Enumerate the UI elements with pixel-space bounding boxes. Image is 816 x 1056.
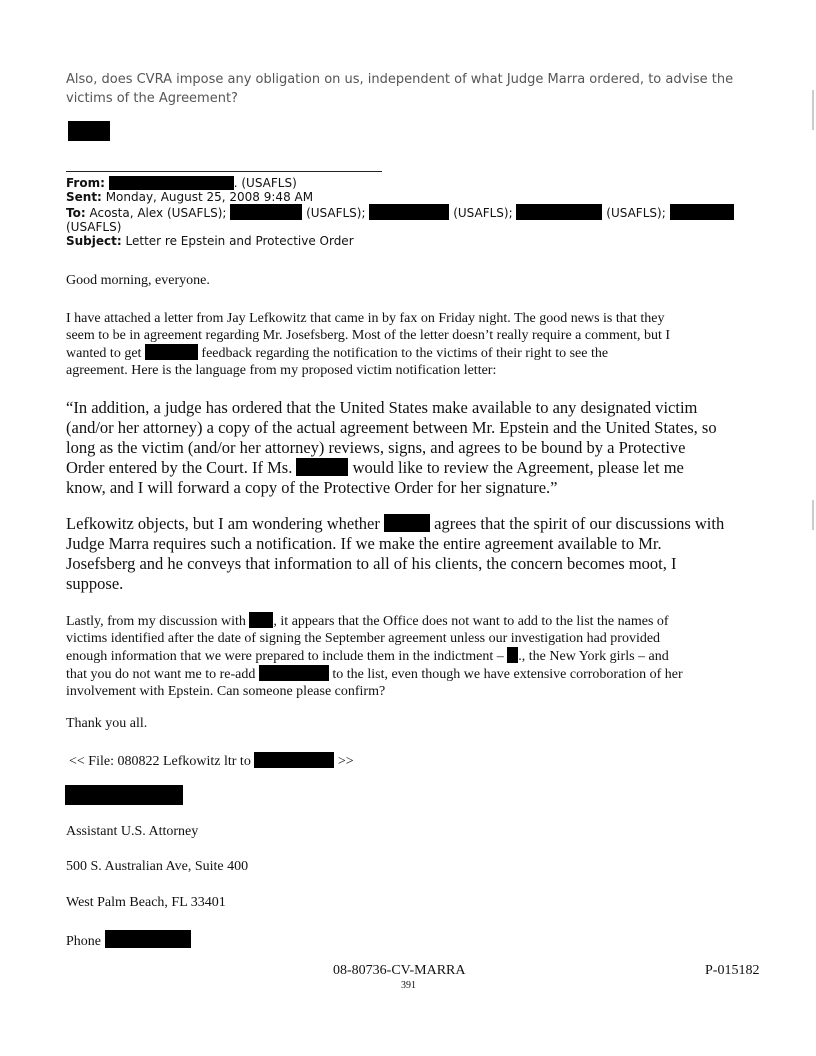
opening-question: Also, does CVRA impose any obligation on us, independent of what Judge Marra ordered, to advise the victims of the Agreement?	[66, 72, 734, 106]
redacted-sender	[109, 176, 234, 190]
redacted-name	[507, 647, 518, 663]
redacted-block	[68, 121, 110, 141]
phone-label: Phone	[66, 934, 101, 949]
attachment-line	[69, 752, 354, 770]
from-label: From:	[66, 176, 105, 190]
redacted-name	[384, 514, 430, 532]
paragraph-line: suppose.	[66, 574, 124, 593]
quote-line: (and/or her attorney) a copy of the actual agreement between Mr. Epstein and the United States, so	[66, 418, 717, 437]
text-fragment: would like to review the Agreement, please let me	[352, 458, 684, 477]
signature-address-2: West Palm Beach, FL 33401	[66, 895, 226, 910]
signature-address-1: 500 S. Australian Ave, Suite 400	[66, 859, 249, 874]
text-fragment: wanted to get	[66, 346, 142, 361]
bates-number: P-015182	[705, 963, 760, 978]
subject-label: Subject:	[66, 234, 122, 248]
paragraph-intro	[66, 310, 766, 379]
scan-artifact	[812, 500, 814, 530]
paragraph-objection	[66, 514, 776, 594]
to-line	[66, 204, 766, 220]
paragraph-line	[66, 612, 786, 630]
text-fragment: Order entered by the Court. If Ms.	[66, 458, 293, 477]
text-fragment: , it appears that the Office does not want to add to the list the names of	[273, 614, 669, 629]
signature-title: Assistant U.S. Attorney	[66, 824, 199, 839]
redacted-recipient	[369, 204, 449, 220]
quote-line: know, and I will forward a copy of the Protective Order for her signature.”	[66, 478, 558, 497]
paragraph-line: agreement. Here is the language from my proposed victim notification letter:	[66, 363, 497, 378]
from-line	[66, 176, 766, 190]
subject-line	[66, 234, 766, 248]
attachment-filename: << File: 080822 Lefkowitz ltr to	[69, 754, 251, 769]
quoted-notification	[66, 398, 776, 498]
signature-phone	[66, 930, 191, 950]
subject-value: Letter re Epstein and Protective Order	[125, 234, 354, 248]
paragraph-line: seem to be in agreement regarding Mr. Josefsberg. Most of the letter doesn’t really require a comment, but I	[66, 328, 671, 343]
scan-artifact	[812, 90, 814, 130]
header-divider	[66, 171, 382, 172]
redacted-name	[259, 665, 329, 681]
redacted-recipient	[230, 204, 302, 220]
redacted-recipient	[516, 204, 602, 220]
quote-line: “In addition, a judge has ordered that the United States make available to any designated victim	[66, 398, 698, 417]
redacted-recipient	[670, 204, 734, 220]
to-first-recipient: Acosta, Alex (USAFLS);	[89, 206, 227, 220]
from-suffix: . (USAFLS)	[233, 176, 297, 190]
page-number: 391	[401, 980, 416, 991]
redacted-name	[249, 612, 273, 628]
to-label: To:	[66, 206, 86, 220]
text-fragment: agrees that the spirit of our discussions with	[434, 514, 725, 533]
quote-line: long as the victim (and/or her attorney) reviews, signs, and agrees to be bound by a Protective	[66, 438, 686, 457]
text-fragment: to the list, even though we have extensive corroboration of her	[332, 667, 683, 682]
paragraph-line	[66, 514, 776, 534]
sent-line	[66, 190, 766, 204]
text-fragment: ., the New York girls – and	[518, 649, 669, 664]
paragraph-line	[66, 665, 786, 683]
closing-thanks: Thank you all.	[66, 716, 148, 731]
redacted-signature-name	[65, 785, 183, 805]
paragraph-line: Judge Marra requires such a notification. If we make the entire agreement available to Mr.	[66, 534, 662, 553]
text-fragment: >>	[337, 754, 354, 769]
sent-label: Sent:	[66, 190, 102, 204]
quote-line	[66, 458, 776, 478]
paragraph-line: I have attached a letter from Jay Lefkowitz that came in by fax on Friday night. The good news is that they	[66, 311, 665, 326]
recipient-suffix: (USAFLS);	[606, 206, 666, 220]
paragraph-lastly	[66, 612, 786, 700]
case-number: 08-80736-CV-MARRA	[333, 963, 466, 978]
redacted-victim-name	[296, 458, 348, 476]
paragraph-line	[66, 647, 786, 665]
paragraph-line: involvement with Epstein. Can someone please confirm?	[66, 684, 386, 699]
to-line-continued: (USAFLS)	[66, 220, 122, 234]
redacted-name	[145, 344, 198, 360]
sent-value: Monday, August 25, 2008 9:48 AM	[105, 190, 314, 204]
text-fragment: feedback regarding the notification to the victims of their right to see the	[201, 346, 609, 361]
greeting: Good morning, everyone.	[66, 273, 210, 288]
redacted-phone	[105, 930, 191, 948]
recipient-suffix: (USAFLS);	[306, 206, 366, 220]
paragraph-line: Josefsberg and he conveys that information to all of his clients, the concern becomes moot, I	[66, 554, 677, 573]
paragraph-line: victims identified after the date of signing the September agreement unless our investigation had provided	[66, 631, 661, 646]
text-fragment: Lastly, from my discussion with	[66, 614, 246, 629]
email-header	[66, 176, 766, 248]
redacted-recipient	[254, 752, 334, 768]
text-fragment: enough information that we were prepared to include them in the indictment –	[66, 649, 504, 664]
paragraph-line	[66, 344, 766, 362]
text-fragment: Lefkowitz objects, but I am wondering whether	[66, 514, 380, 533]
text-fragment: that you do not want me to re-add	[66, 667, 256, 682]
recipient-suffix: (USAFLS);	[453, 206, 513, 220]
